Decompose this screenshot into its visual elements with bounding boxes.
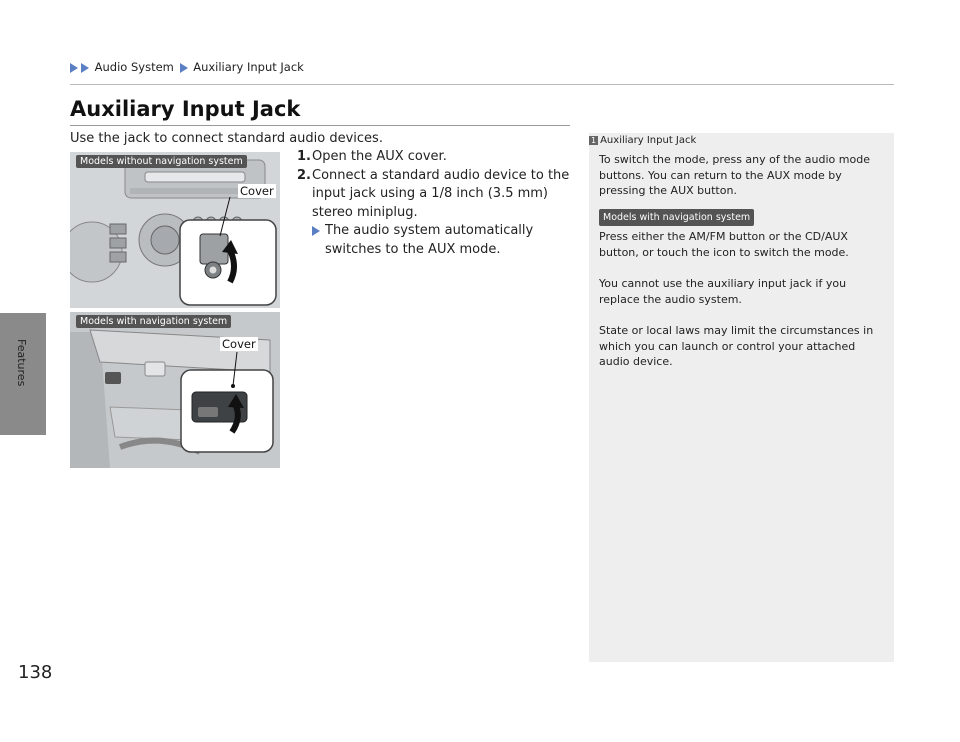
intro-text: Use the jack to connect standard audio devices. [70, 131, 383, 146]
note-paragraph: State or local laws may limit the circumstances in which you can launch or control your attached audio device. [599, 324, 874, 368]
step-item [297, 148, 579, 167]
step-text: Open the AUX cover. [312, 149, 447, 164]
cover-label: Cover [222, 337, 256, 351]
breadcrumb-level1: Audio System [94, 60, 174, 74]
note-paragraph: To switch the mode, press any of the audio mode buttons. You can return to the AUX mode by pressing the AUX button. [599, 153, 870, 197]
header-divider [70, 84, 894, 85]
figure-with-navigation [70, 312, 280, 468]
step-text: Connect a standard audio device to the input jack using a 1/8 inch (3.5 mm) stereo miniplug. [312, 167, 570, 220]
cover-label: Cover [240, 184, 274, 198]
arrow-icon [70, 63, 78, 73]
figure-without-navigation [70, 152, 280, 308]
breadcrumb-level2: Auxiliary Input Jack [193, 60, 304, 74]
dashboard-illustration [70, 152, 280, 308]
console-illustration [70, 312, 280, 468]
figure-tag: Models without navigation system [76, 155, 247, 168]
note-tag: Models with navigation system [599, 209, 754, 227]
note-heading [589, 135, 696, 146]
page-title: Auxiliary Input Jack [70, 97, 301, 121]
section-label: Features [15, 339, 28, 387]
result-arrow-icon [312, 226, 320, 236]
note-paragraph: Press either the AM/FM button or the CD/AUX button, or touch the icon to switch the mode. [599, 230, 849, 259]
note-body [599, 152, 889, 386]
note-heading-text: Auxiliary Input Jack [600, 135, 697, 146]
note-panel [589, 133, 894, 662]
result-text: The audio system automatically switches to the AUX mode. [325, 223, 534, 257]
arrow-icon [180, 63, 188, 73]
step-number: 1. [297, 149, 311, 164]
step-result [312, 222, 579, 259]
note-marker: 1 [591, 136, 597, 145]
step-item [297, 167, 579, 223]
page-number: 138 [18, 662, 53, 683]
steps-list [297, 148, 579, 259]
step-number: 2. [297, 167, 311, 183]
arrow-icon [81, 63, 89, 73]
note-paragraph: You cannot use the auxiliary input jack if you replace the audio system. [599, 277, 847, 306]
title-divider [70, 125, 570, 126]
figure-tag: Models with navigation system [76, 315, 231, 328]
breadcrumb [70, 60, 304, 74]
